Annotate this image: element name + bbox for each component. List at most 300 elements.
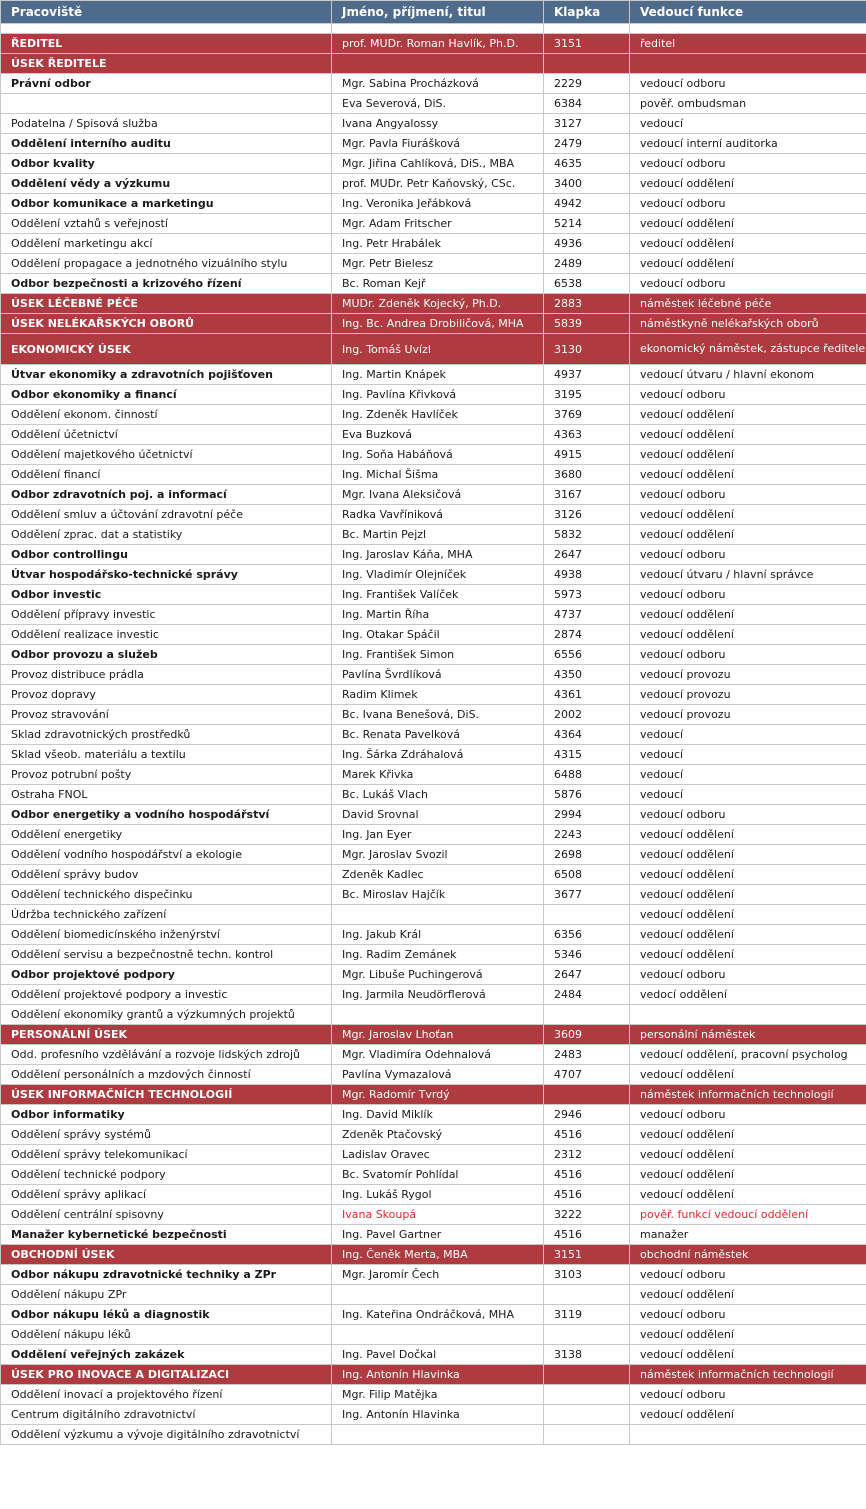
workplace-cell: Odbor informatiky <box>1 1105 332 1125</box>
table-row <box>1 1425 866 1445</box>
name-cell: Ing. Radim Zemánek <box>332 945 544 965</box>
name-cell: Mgr. Libuše Puchingerová <box>332 965 544 985</box>
name-cell: Zdeněk Ptačovský <box>332 1125 544 1145</box>
workplace-cell: Odbor ekonomiky a financí <box>1 385 332 405</box>
function-cell: vedoucí odboru <box>630 274 866 294</box>
extension-cell: 3400 <box>544 174 630 194</box>
extension-cell: 6356 <box>544 925 630 945</box>
workplace-cell: Odbor bezpečnosti a krizového řízení <box>1 274 332 294</box>
function-cell: vedocí oddělení <box>630 985 866 1005</box>
table-row <box>1 665 866 685</box>
workplace-cell: Oddělení výzkumu a vývoje digitálního zdravotnictví <box>1 1425 332 1445</box>
workplace-cell: ÚSEK ŘEDITELE <box>1 54 332 74</box>
header-function: Vedoucí funkce <box>630 1 866 24</box>
function-cell <box>630 1425 866 1445</box>
table-row <box>1 74 866 94</box>
workplace-cell: Odbor zdravotních poj. a informací <box>1 485 332 505</box>
name-cell: Ing. Petr Hrabálek <box>332 234 544 254</box>
workplace-cell: Oddělení realizace investic <box>1 625 332 645</box>
table-row <box>1 1105 866 1125</box>
name-cell: Mgr. Radomír Tvrdý <box>332 1085 544 1105</box>
name-cell: Eva Buzková <box>332 425 544 445</box>
workplace-cell: ÚSEK PRO INOVACE A DIGITALIZACI <box>1 1365 332 1385</box>
name-cell: Ing. Zdeněk Havlíček <box>332 405 544 425</box>
table-row <box>1 1165 866 1185</box>
table-row <box>1 1225 866 1245</box>
table-row <box>1 114 866 134</box>
function-cell: vedoucí oddělení <box>630 214 866 234</box>
workplace-cell: Sklad všeob. materiálu a textilu <box>1 745 332 765</box>
workplace-cell: Odbor projektové podpory <box>1 965 332 985</box>
name-cell: Ing. Kateřina Ondráčková, MHA <box>332 1305 544 1325</box>
function-cell: vedoucí provozu <box>630 665 866 685</box>
table-row <box>1 565 866 585</box>
extension-cell: 4350 <box>544 665 630 685</box>
extension-cell: 2994 <box>544 805 630 825</box>
name-cell: Pavlína Švrdlíková <box>332 665 544 685</box>
extension-cell: 2229 <box>544 74 630 94</box>
extension-cell: 3609 <box>544 1025 630 1045</box>
workplace-cell: OBCHODNÍ ÚSEK <box>1 1245 332 1265</box>
extension-cell: 3769 <box>544 405 630 425</box>
function-cell: vedoucí odboru <box>630 965 866 985</box>
workplace-cell: Odbor nákupu zdravotnické techniky a ZPr <box>1 1265 332 1285</box>
workplace-cell: Oddělení správy budov <box>1 865 332 885</box>
name-cell <box>332 1425 544 1445</box>
extension-cell: 2312 <box>544 1145 630 1165</box>
workplace-cell: Právní odbor <box>1 74 332 94</box>
workplace-cell: Podatelna / Spisová služba <box>1 114 332 134</box>
table-row <box>1 1325 866 1345</box>
function-cell: vedoucí oddělení <box>630 925 866 945</box>
function-cell: vedoucí <box>630 114 866 134</box>
function-cell: vedoucí oddělení <box>630 1125 866 1145</box>
extension-cell: 4915 <box>544 445 630 465</box>
function-cell: vedoucí útvaru / hlavní ekonom <box>630 365 866 385</box>
extension-cell <box>544 1085 630 1105</box>
extension-cell: 5839 <box>544 314 630 334</box>
workplace-cell: Oddělení správy aplikací <box>1 1185 332 1205</box>
workplace-cell: Oddělení vztahů s veřejností <box>1 214 332 234</box>
extension-cell: 2946 <box>544 1105 630 1125</box>
name-cell: Bc. Svatomír Pohlídal <box>332 1165 544 1185</box>
function-cell: vedoucí odboru <box>630 1385 866 1405</box>
table-row <box>1 585 866 605</box>
extension-cell: 4516 <box>544 1125 630 1145</box>
name-cell: Ing. Šárka Zdráhalová <box>332 745 544 765</box>
function-cell: vedoucí interní auditorka <box>630 134 866 154</box>
name-cell: Mgr. Filip Matějka <box>332 1385 544 1405</box>
name-cell: prof. MUDr. Petr Kaňovský, CSc. <box>332 174 544 194</box>
extension-cell <box>544 1385 630 1405</box>
extension-cell: 3195 <box>544 385 630 405</box>
workplace-cell: Oddělení přípravy investic <box>1 605 332 625</box>
table-row <box>1 385 866 405</box>
section-row <box>1 314 866 334</box>
workplace-cell: Oddělení správy telekomunikací <box>1 1145 332 1165</box>
function-cell: vedoucí oddělení <box>630 465 866 485</box>
workplace-cell: Oddělení vědy a výzkumu <box>1 174 332 194</box>
workplace-cell: Sklad zdravotnických prostředků <box>1 725 332 745</box>
function-cell: náměstkyně nelékařských oborů <box>630 314 866 334</box>
function-cell: náměstek informačních technologií <box>630 1085 866 1105</box>
table-row <box>1 365 866 385</box>
table-row <box>1 765 866 785</box>
name-cell: Eva Severová, DiS. <box>332 94 544 114</box>
function-cell: vedoucí provozu <box>630 705 866 725</box>
function-cell: vedoucí odboru <box>630 385 866 405</box>
workplace-cell: Provoz dopravy <box>1 685 332 705</box>
function-cell: vedoucí oddělení <box>630 525 866 545</box>
name-cell: Ing. Pavlína Křivková <box>332 385 544 405</box>
function-cell: vedoucí oddělení <box>630 174 866 194</box>
workplace-cell: Oddělení propagace a jednotného vizuálního stylu <box>1 254 332 274</box>
function-cell <box>630 54 866 74</box>
workplace-cell: Oddělení centrální spisovny <box>1 1205 332 1225</box>
function-cell: náměstek léčebné péče <box>630 294 866 314</box>
table-row <box>1 845 866 865</box>
workplace-cell: Oddělení veřejných zakázek <box>1 1345 332 1365</box>
extension-cell: 2002 <box>544 705 630 725</box>
spacer-row <box>1 24 866 34</box>
extension-cell: 4516 <box>544 1165 630 1185</box>
name-cell: Zdeněk Kadlec <box>332 865 544 885</box>
table-row <box>1 905 866 925</box>
extension-cell: 3151 <box>544 34 630 54</box>
function-cell: obchodní náměstek <box>630 1245 866 1265</box>
workplace-cell: Odbor kvality <box>1 154 332 174</box>
extension-cell: 3103 <box>544 1265 630 1285</box>
table-row <box>1 1305 866 1325</box>
name-cell: Ing. Otakar Spáčil <box>332 625 544 645</box>
extension-cell: 2698 <box>544 845 630 865</box>
name-cell: Ing. Pavel Gartner <box>332 1225 544 1245</box>
workplace-cell: ÚSEK LÉČEBNÉ PÉČE <box>1 294 332 314</box>
name-cell: Bc. Renata Pavelková <box>332 725 544 745</box>
extension-cell: 4363 <box>544 425 630 445</box>
workplace-cell: Odbor controllingu <box>1 545 332 565</box>
function-cell: vedoucí <box>630 745 866 765</box>
extension-cell <box>544 1425 630 1445</box>
table-row <box>1 214 866 234</box>
name-cell: Ladislav Oravec <box>332 1145 544 1165</box>
table-row <box>1 1065 866 1085</box>
name-cell: Bc. Roman Kejř <box>332 274 544 294</box>
header-extension: Klapka <box>544 1 630 24</box>
workplace-cell: Provoz distribuce prádla <box>1 665 332 685</box>
extension-cell: 4315 <box>544 745 630 765</box>
extension-cell: 5876 <box>544 785 630 805</box>
name-cell: Pavlína Vymazalová <box>332 1065 544 1085</box>
name-cell: Bc. Ivana Benešová, DiS. <box>332 705 544 725</box>
table-row <box>1 485 866 505</box>
workplace-cell: Odbor energetiky a vodního hospodářství <box>1 805 332 825</box>
workplace-cell: Oddělení vodního hospodářství a ekologie <box>1 845 332 865</box>
extension-cell <box>544 54 630 74</box>
table-row <box>1 925 866 945</box>
function-cell: vedoucí oddělení <box>630 405 866 425</box>
extension-cell <box>544 1405 630 1425</box>
name-cell: Ing. Bc. Andrea Drobiličová, MHA <box>332 314 544 334</box>
function-cell: vedoucí oddělení <box>630 445 866 465</box>
name-cell: Bc. Lukáš Vlach <box>332 785 544 805</box>
table-row <box>1 234 866 254</box>
extension-cell: 5346 <box>544 945 630 965</box>
table-row <box>1 725 866 745</box>
table-row <box>1 1145 866 1165</box>
name-cell: Ing. Soňa Habáňová <box>332 445 544 465</box>
extension-cell: 4737 <box>544 605 630 625</box>
table-row <box>1 1185 866 1205</box>
section-row <box>1 34 866 54</box>
extension-cell: 3119 <box>544 1305 630 1325</box>
name-cell: Ivana Skoupá <box>332 1205 544 1225</box>
name-cell: Ing. Čeněk Merta, MBA <box>332 1245 544 1265</box>
workplace-cell: Oddělení personálních a mzdových činností <box>1 1065 332 1085</box>
table-row <box>1 985 866 1005</box>
function-cell: vedoucí odboru <box>630 74 866 94</box>
name-cell: Mgr. Vladimíra Odehnalová <box>332 1045 544 1065</box>
extension-cell: 4938 <box>544 565 630 585</box>
table-row <box>1 745 866 765</box>
name-cell: Mgr. Jaromír Čech <box>332 1265 544 1285</box>
workplace-cell: Centrum digitálního zdravotnictví <box>1 1405 332 1425</box>
section-row <box>1 294 866 314</box>
workplace-cell: Oddělení marketingu akcí <box>1 234 332 254</box>
workplace-cell: Oddělení projektové podpory a investic <box>1 985 332 1005</box>
table-row <box>1 1005 866 1025</box>
function-cell: vedoucí odboru <box>630 805 866 825</box>
workplace-cell: ÚSEK INFORMAČNÍCH TECHNOLOGIÍ <box>1 1085 332 1105</box>
extension-cell: 2874 <box>544 625 630 645</box>
name-cell: David Srovnal <box>332 805 544 825</box>
name-cell: Ing. Veronika Jeřábková <box>332 194 544 214</box>
table-row <box>1 174 866 194</box>
extension-cell: 3677 <box>544 885 630 905</box>
name-cell: Ing. František Simon <box>332 645 544 665</box>
function-cell: vedoucí oddělení <box>630 1345 866 1365</box>
table-row <box>1 805 866 825</box>
function-cell: vedoucí odboru <box>630 194 866 214</box>
name-cell: Mgr. Jaroslav Svozil <box>332 845 544 865</box>
workplace-cell: Údržba technického zařízení <box>1 905 332 925</box>
extension-cell: 3130 <box>544 334 630 365</box>
workplace-cell: Oddělení interního auditu <box>1 134 332 154</box>
function-cell: vedoucí oddělení, pracovní psycholog <box>630 1045 866 1065</box>
table-row <box>1 605 866 625</box>
extension-cell: 3127 <box>544 114 630 134</box>
table-row <box>1 194 866 214</box>
function-cell: personální náměstek <box>630 1025 866 1045</box>
table-row <box>1 545 866 565</box>
function-cell: vedoucí oddělení <box>630 905 866 925</box>
workplace-cell: Odbor komunikace a marketingu <box>1 194 332 214</box>
name-cell: Mgr. Jaroslav Lhoťan <box>332 1025 544 1045</box>
function-cell: vedoucí oddělení <box>630 505 866 525</box>
name-cell <box>332 905 544 925</box>
table-row <box>1 1205 866 1225</box>
workplace-cell: Oddělení nákupu léků <box>1 1325 332 1345</box>
workplace-cell: EKONOMICKÝ ÚSEK <box>1 334 332 365</box>
workplace-cell: Útvar ekonomiky a zdravotních pojišťoven <box>1 365 332 385</box>
table-row <box>1 645 866 665</box>
workplace-cell: Oddělení technické podpory <box>1 1165 332 1185</box>
section-row <box>1 1025 866 1045</box>
name-cell: Bc. Martin Pejzl <box>332 525 544 545</box>
function-cell: vedoucí odboru <box>630 154 866 174</box>
table-row <box>1 1405 866 1425</box>
extension-cell: 2479 <box>544 134 630 154</box>
workplace-cell: Útvar hospodářsko-technické správy <box>1 565 332 585</box>
table-row <box>1 1285 866 1305</box>
table-row <box>1 525 866 545</box>
header-workplace: Pracoviště <box>1 1 332 24</box>
table-row <box>1 425 866 445</box>
extension-cell: 5214 <box>544 214 630 234</box>
name-cell: Ing. Jaroslav Káňa, MHA <box>332 545 544 565</box>
workplace-cell: Ostraha FNOL <box>1 785 332 805</box>
header-row <box>1 1 866 24</box>
workplace-cell <box>1 94 332 114</box>
section-row <box>1 54 866 74</box>
table-row <box>1 94 866 114</box>
extension-cell: 4936 <box>544 234 630 254</box>
function-cell: ekonomický náměstek, zástupce ředitele <box>630 334 866 365</box>
name-cell: Mgr. Ivana Aleksičová <box>332 485 544 505</box>
function-cell: pověř. ombudsman <box>630 94 866 114</box>
function-cell: vedoucí provozu <box>630 685 866 705</box>
table-row <box>1 1345 866 1365</box>
table-row <box>1 405 866 425</box>
extension-cell: 4516 <box>544 1185 630 1205</box>
name-cell: Ing. Tomáš Uvízl <box>332 334 544 365</box>
workplace-cell: Oddělení technického dispečinku <box>1 885 332 905</box>
workplace-cell: Oddělení účetnictví <box>1 425 332 445</box>
extension-cell: 3126 <box>544 505 630 525</box>
function-cell: vedoucí odboru <box>630 485 866 505</box>
name-cell <box>332 1325 544 1345</box>
table-row <box>1 865 866 885</box>
function-cell: vedoucí oddělení <box>630 945 866 965</box>
name-cell: Ing. Jan Eyer <box>332 825 544 845</box>
name-cell <box>332 1005 544 1025</box>
name-cell: Ing. Jakub Král <box>332 925 544 945</box>
extension-cell: 6384 <box>544 94 630 114</box>
extension-cell <box>544 1285 630 1305</box>
workplace-cell: PERSONÁLNÍ ÚSEK <box>1 1025 332 1045</box>
name-cell: Mgr. Jiřina Cahlíková, DiS., MBA <box>332 154 544 174</box>
workplace-cell: ÚSEK NELÉKAŘSKÝCH OBORŮ <box>1 314 332 334</box>
workplace-cell: Oddělení financí <box>1 465 332 485</box>
function-cell: vedoucí oddělení <box>630 1145 866 1165</box>
function-cell: vedoucí odboru <box>630 1105 866 1125</box>
section-row <box>1 1085 866 1105</box>
table-row <box>1 445 866 465</box>
extension-cell: 5973 <box>544 585 630 605</box>
extension-cell: 2883 <box>544 294 630 314</box>
name-cell <box>332 54 544 74</box>
extension-cell: 4516 <box>544 1225 630 1245</box>
extension-cell: 2647 <box>544 545 630 565</box>
function-cell: vedoucí <box>630 765 866 785</box>
extension-cell <box>544 1325 630 1345</box>
extension-cell: 4937 <box>544 365 630 385</box>
function-cell: vedoucí oddělení <box>630 254 866 274</box>
table-row <box>1 785 866 805</box>
function-cell: vedoucí oddělení <box>630 605 866 625</box>
name-cell: Ing. Antonín Hlavinka <box>332 1365 544 1385</box>
function-cell: vedoucí oddělení <box>630 1065 866 1085</box>
name-cell: Ing. David Miklík <box>332 1105 544 1125</box>
table-row <box>1 625 866 645</box>
extension-cell: 6488 <box>544 765 630 785</box>
extension-cell: 6508 <box>544 865 630 885</box>
table-row <box>1 505 866 525</box>
name-cell: Ing. Vladimír Olejníček <box>332 565 544 585</box>
header-name: Jméno, příjmení, titul <box>332 1 544 24</box>
section-row <box>1 1245 866 1265</box>
extension-cell: 2647 <box>544 965 630 985</box>
workplace-cell: Oddělení inovací a projektového řízení <box>1 1385 332 1405</box>
table-row <box>1 885 866 905</box>
name-cell: Ing. Lukáš Rygol <box>332 1185 544 1205</box>
function-cell: náměstek informačních technologií <box>630 1365 866 1385</box>
function-cell: vedoucí oddělení <box>630 885 866 905</box>
function-cell: pověř. funkcí vedoucí oddělení <box>630 1205 866 1225</box>
function-cell: vedoucí odboru <box>630 545 866 565</box>
table-row <box>1 1125 866 1145</box>
extension-cell: 4942 <box>544 194 630 214</box>
name-cell: Marek Křivka <box>332 765 544 785</box>
extension-cell <box>544 905 630 925</box>
extension-cell: 4635 <box>544 154 630 174</box>
workplace-cell: Oddělení zprac. dat a statistiky <box>1 525 332 545</box>
name-cell: Ing. František Valíček <box>332 585 544 605</box>
extension-cell: 4707 <box>544 1065 630 1085</box>
name-cell: Ing. Jarmila Neudörflerová <box>332 985 544 1005</box>
table-row <box>1 465 866 485</box>
workplace-cell: Oddělení nákupu ZPr <box>1 1285 332 1305</box>
function-cell: vedoucí útvaru / hlavní správce <box>630 565 866 585</box>
name-cell: Bc. Miroslav Hajčík <box>332 885 544 905</box>
workplace-cell: Oddělení ekonom. činností <box>1 405 332 425</box>
workplace-cell: Oddělení správy systémů <box>1 1125 332 1145</box>
function-cell: ředitel <box>630 34 866 54</box>
workplace-cell: ŘEDITEL <box>1 34 332 54</box>
function-cell: vedoucí oddělení <box>630 1325 866 1345</box>
name-cell: Mgr. Petr Bielesz <box>332 254 544 274</box>
name-cell: Mgr. Pavla Fiurášková <box>332 134 544 154</box>
name-cell: Ing. Martin Říha <box>332 605 544 625</box>
workplace-cell: Manažer kybernetické bezpečnosti <box>1 1225 332 1245</box>
workplace-cell: Provoz stravování <box>1 705 332 725</box>
name-cell: Mgr. Sabina Procházková <box>332 74 544 94</box>
function-cell: vedoucí oddělení <box>630 1285 866 1305</box>
extension-cell: 2243 <box>544 825 630 845</box>
function-cell: vedoucí odboru <box>630 645 866 665</box>
workplace-cell: Odd. profesního vzdělávání a rozvoje lidských zdrojů <box>1 1045 332 1065</box>
section-row <box>1 334 866 365</box>
function-cell: vedoucí oddělení <box>630 1165 866 1185</box>
name-cell: prof. MUDr. Roman Havlík, Ph.D. <box>332 34 544 54</box>
workplace-cell: Oddělení biomedicínského inženýrství <box>1 925 332 945</box>
extension-cell <box>544 1365 630 1385</box>
extension-cell: 3167 <box>544 485 630 505</box>
table-row <box>1 1265 866 1285</box>
table-row <box>1 1045 866 1065</box>
extension-cell: 3151 <box>544 1245 630 1265</box>
table-row <box>1 945 866 965</box>
